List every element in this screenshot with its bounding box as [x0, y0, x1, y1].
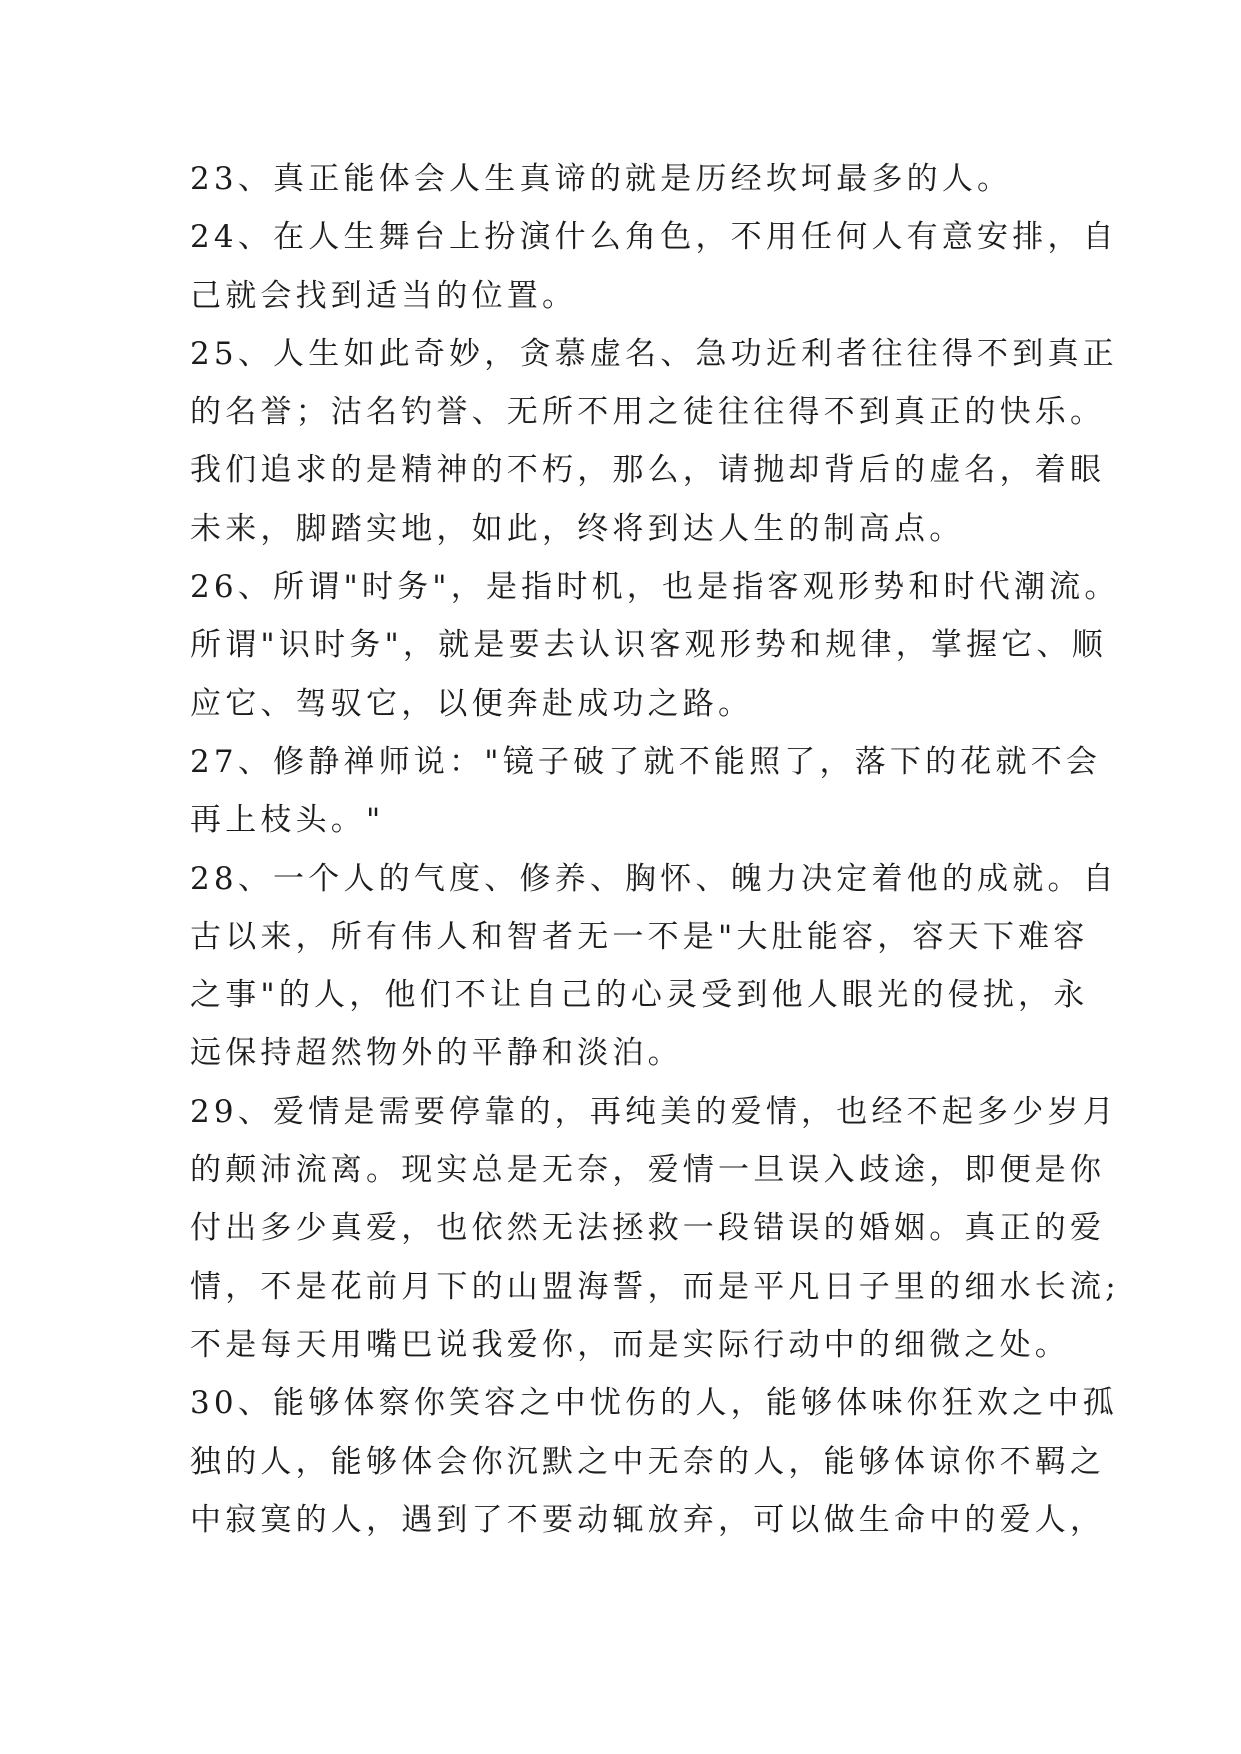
text-block [190, 150, 1120, 1549]
text-line: 27、修静禅师说："镜子破了就不能照了，落下的花就不会 [190, 743, 1102, 780]
text-line: 我们追求的是精神的不朽，那么，请抛却背后的虚名，着眼 [190, 452, 1106, 489]
text-line: 中寂寞的人，遇到了不要动辄放弃，可以做生命中的爱人， [190, 1501, 1106, 1538]
text-line: 付出多少真爱，也依然无法拯救一段错误的婚姻。真正的爱 [190, 1210, 1106, 1247]
text-line: 24、在人生舞台上扮演什么角色，不用任何人有意安排，自 [190, 219, 1118, 256]
text-line: 26、所谓"时务"，是指时机，也是指客观形势和时代潮流。 [190, 569, 1120, 606]
text-line: 独的人，能够体会你沉默之中无奈的人，能够体谅你不羁之 [190, 1443, 1106, 1480]
text-line: 28、一个人的气度、修养、胸怀、魄力决定着他的成就。自 [190, 860, 1118, 897]
text-line: 25、人生如此奇妙，贪慕虚名、急功近利者往往得不到真正 [190, 335, 1118, 372]
text-line: 29、爱情是需要停靠的，再纯美的爱情，也经不起多少岁月 [190, 1093, 1118, 1130]
text-line: 再上枝头。" [190, 802, 385, 839]
text-line: 古以来，所有伟人和智者无一不是"大肚能容，容天下难容 [190, 918, 1089, 955]
text-line: 未来，脚踏实地，如此，终将到达人生的制高点。 [190, 510, 965, 547]
text-line: 的名誉；沽名钓誉、无所不用之徒往往得不到真正的快乐。 [190, 394, 1106, 431]
text-line: 情，不是花前月下的山盟海誓，而是平凡日子里的细水长流; [190, 1268, 1120, 1305]
text-line: 不是每天用嘴巴说我爱你，而是实际行动中的细微之处。 [190, 1326, 1070, 1363]
text-line: 己就会找到适当的位置。 [190, 277, 578, 314]
text-line: 23、真正能体会人生真谛的就是历经坎坷最多的人。 [190, 161, 1013, 197]
text-line: 远保持超然物外的平静和淡泊。 [190, 1035, 683, 1072]
text-line: 所谓"识时务"，就是要去认识客观形势和规律，掌握它、顺 [190, 627, 1107, 664]
text-line: 的颠沛流离。现实总是无奈，爱情一旦误入歧途，即便是你 [190, 1152, 1106, 1189]
text-line: 应它、驾驭它，以便奔赴成功之路。 [190, 685, 754, 722]
text-line: 30、能够体察你笑容之中忧伤的人，能够体味你狂欢之中孤 [190, 1385, 1118, 1422]
text-line: 之事"的人，他们不让自己的心灵受到他人眼光的侵扰，永 [190, 977, 1089, 1014]
